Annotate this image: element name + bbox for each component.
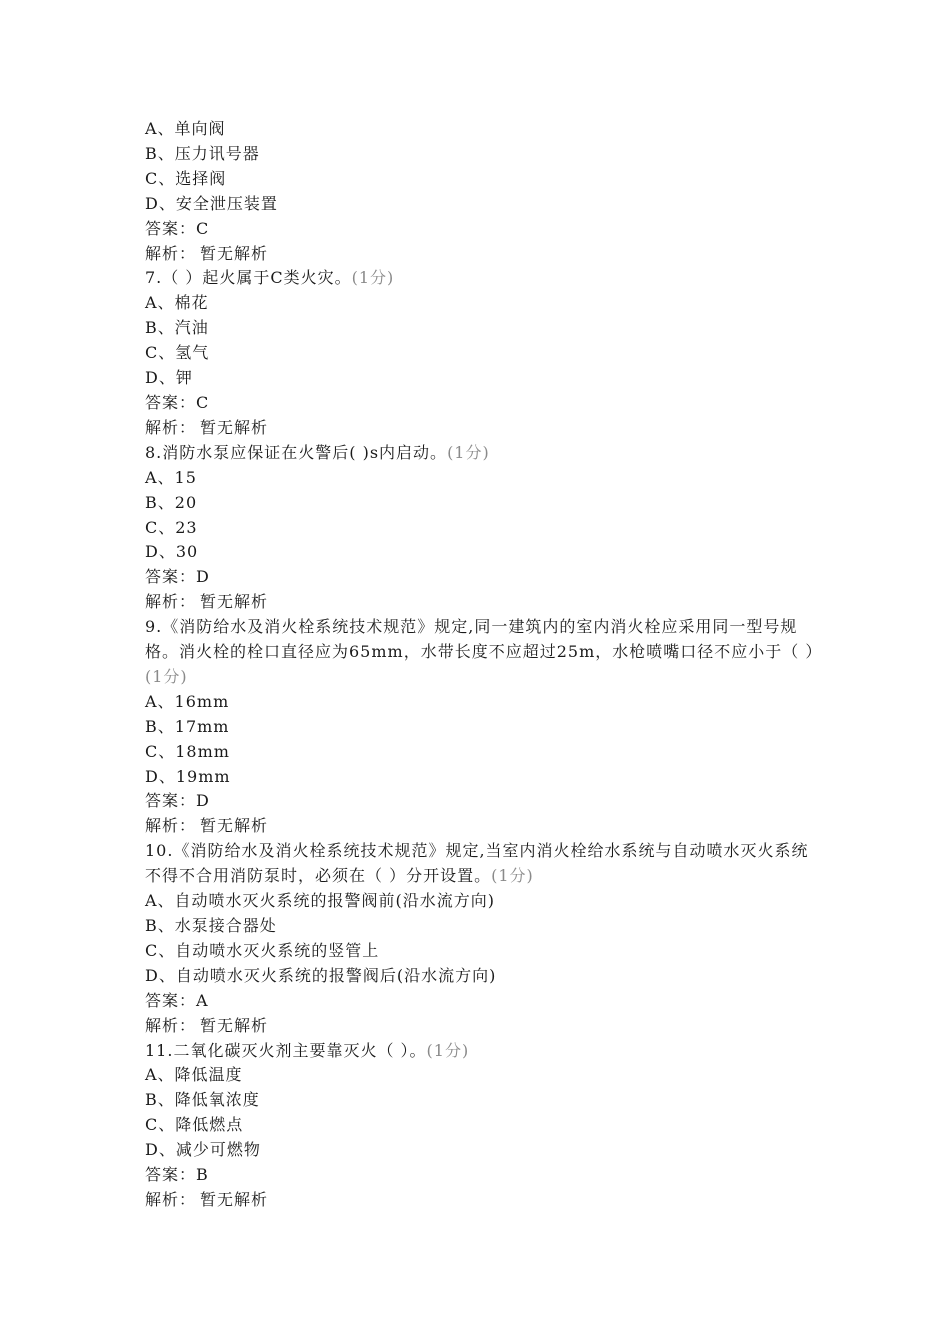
- option-d: D、30: [145, 542, 199, 562]
- analysis-text: 暂无解析: [200, 816, 269, 836]
- analysis: [145, 590, 815, 615]
- answer: 答案：C: [145, 218, 210, 238]
- analysis-label: 解析：: [145, 592, 197, 612]
- question-score: (1分): [351, 268, 395, 288]
- stem-text: 9.《消防给水及消火栓系统技术规范》规定,同一建筑内的室内消火栓应采用同一型号规格。消火栓的栓口直径应为65mm，水带长度不应超过25m，水枪喷嘴口径不应小于（ ）: [145, 617, 823, 662]
- option-c: C、氢气: [145, 343, 210, 363]
- option-b: B、降低氧浓度: [145, 1090, 260, 1110]
- option-d: D、钾: [145, 368, 193, 388]
- question-stem: [145, 266, 815, 291]
- answer: 答案：C: [145, 392, 210, 412]
- analysis-label: 解析：: [145, 1015, 197, 1035]
- option-a: A、自动喷水灭火系统的报警阀前(沿水流方向): [145, 891, 496, 911]
- option-a: A、单向阀: [145, 119, 226, 138]
- analysis: [145, 814, 815, 839]
- answer: 答案：B: [145, 1165, 209, 1185]
- analysis-text: 暂无解析: [200, 243, 269, 263]
- analysis-label: 解析：: [145, 1189, 197, 1209]
- stem-text: 10.《消防给水及消火栓系统技术规范》规定,当室内消火栓给水系统与自动喷水灭火系统不得不合用消防泵时，必须在（ ）分开设置。: [145, 841, 809, 886]
- option-c: C、18mm: [145, 741, 230, 761]
- option-a: A、降低温度: [145, 1065, 243, 1085]
- question-stem: [145, 615, 823, 690]
- option-c: C、自动喷水灭火系统的竖管上: [145, 940, 380, 960]
- question-stem: [145, 1039, 815, 1064]
- stem-text: 7.（ ）起火属于C类火灾。: [145, 268, 352, 288]
- option-b: B、水泵接合器处: [145, 916, 277, 935]
- option-a: A、棉花: [145, 293, 209, 313]
- option-a: A、15: [145, 467, 197, 487]
- question-score: (1分): [447, 442, 490, 462]
- option-d: D、减少可燃物: [145, 1140, 261, 1160]
- analysis: [145, 416, 815, 441]
- question-8: [145, 441, 815, 615]
- analysis-text: 暂无解析: [200, 1189, 269, 1209]
- stem-text: 8.消防水泵应保证在火警后( )s内启动。: [145, 442, 448, 462]
- option-c: C、降低燃点: [145, 1115, 244, 1135]
- question-stem: [145, 441, 815, 466]
- option-d: D、自动喷水灭火系统的报警阀后(沿水流方向): [145, 965, 497, 985]
- analysis: [145, 242, 815, 267]
- option-d: D、安全泄压装置: [145, 193, 278, 213]
- option-d: D、19mm: [145, 766, 231, 786]
- answer: 答案：A: [145, 990, 209, 1010]
- question-11: [145, 1039, 815, 1213]
- option-c: C、选择阀: [145, 168, 227, 188]
- analysis: [145, 1014, 815, 1039]
- document-page: [145, 117, 823, 1213]
- stem-text: 11.二氧化碳灭火剂主要靠灭火（ ）。: [145, 1040, 427, 1060]
- analysis-text: 暂无解析: [200, 592, 269, 612]
- question-10: [145, 839, 815, 1038]
- analysis-text: 暂无解析: [200, 417, 269, 437]
- question-7: [145, 266, 815, 440]
- analysis-text: 暂无解析: [200, 1015, 269, 1035]
- answer: 答案：D: [145, 791, 210, 811]
- analysis-label: 解析：: [145, 243, 197, 263]
- option-c: C、23: [145, 517, 198, 537]
- question-9: [145, 615, 823, 839]
- question-6-tail: [145, 117, 815, 266]
- option-b: B、汽油: [145, 318, 209, 338]
- option-a: A、16mm: [145, 691, 230, 711]
- analysis: [145, 1188, 815, 1213]
- option-b: B、17mm: [145, 716, 230, 736]
- analysis-label: 解析：: [145, 816, 197, 836]
- question-score: (1分): [145, 666, 188, 686]
- option-b: B、20: [145, 492, 198, 512]
- question-score: (1分): [426, 1040, 470, 1060]
- question-stem: [145, 839, 815, 889]
- option-b: B、压力讯号器: [145, 143, 260, 163]
- question-score: (1分): [491, 866, 534, 886]
- analysis-label: 解析：: [145, 417, 197, 437]
- answer: 答案：D: [145, 567, 210, 587]
